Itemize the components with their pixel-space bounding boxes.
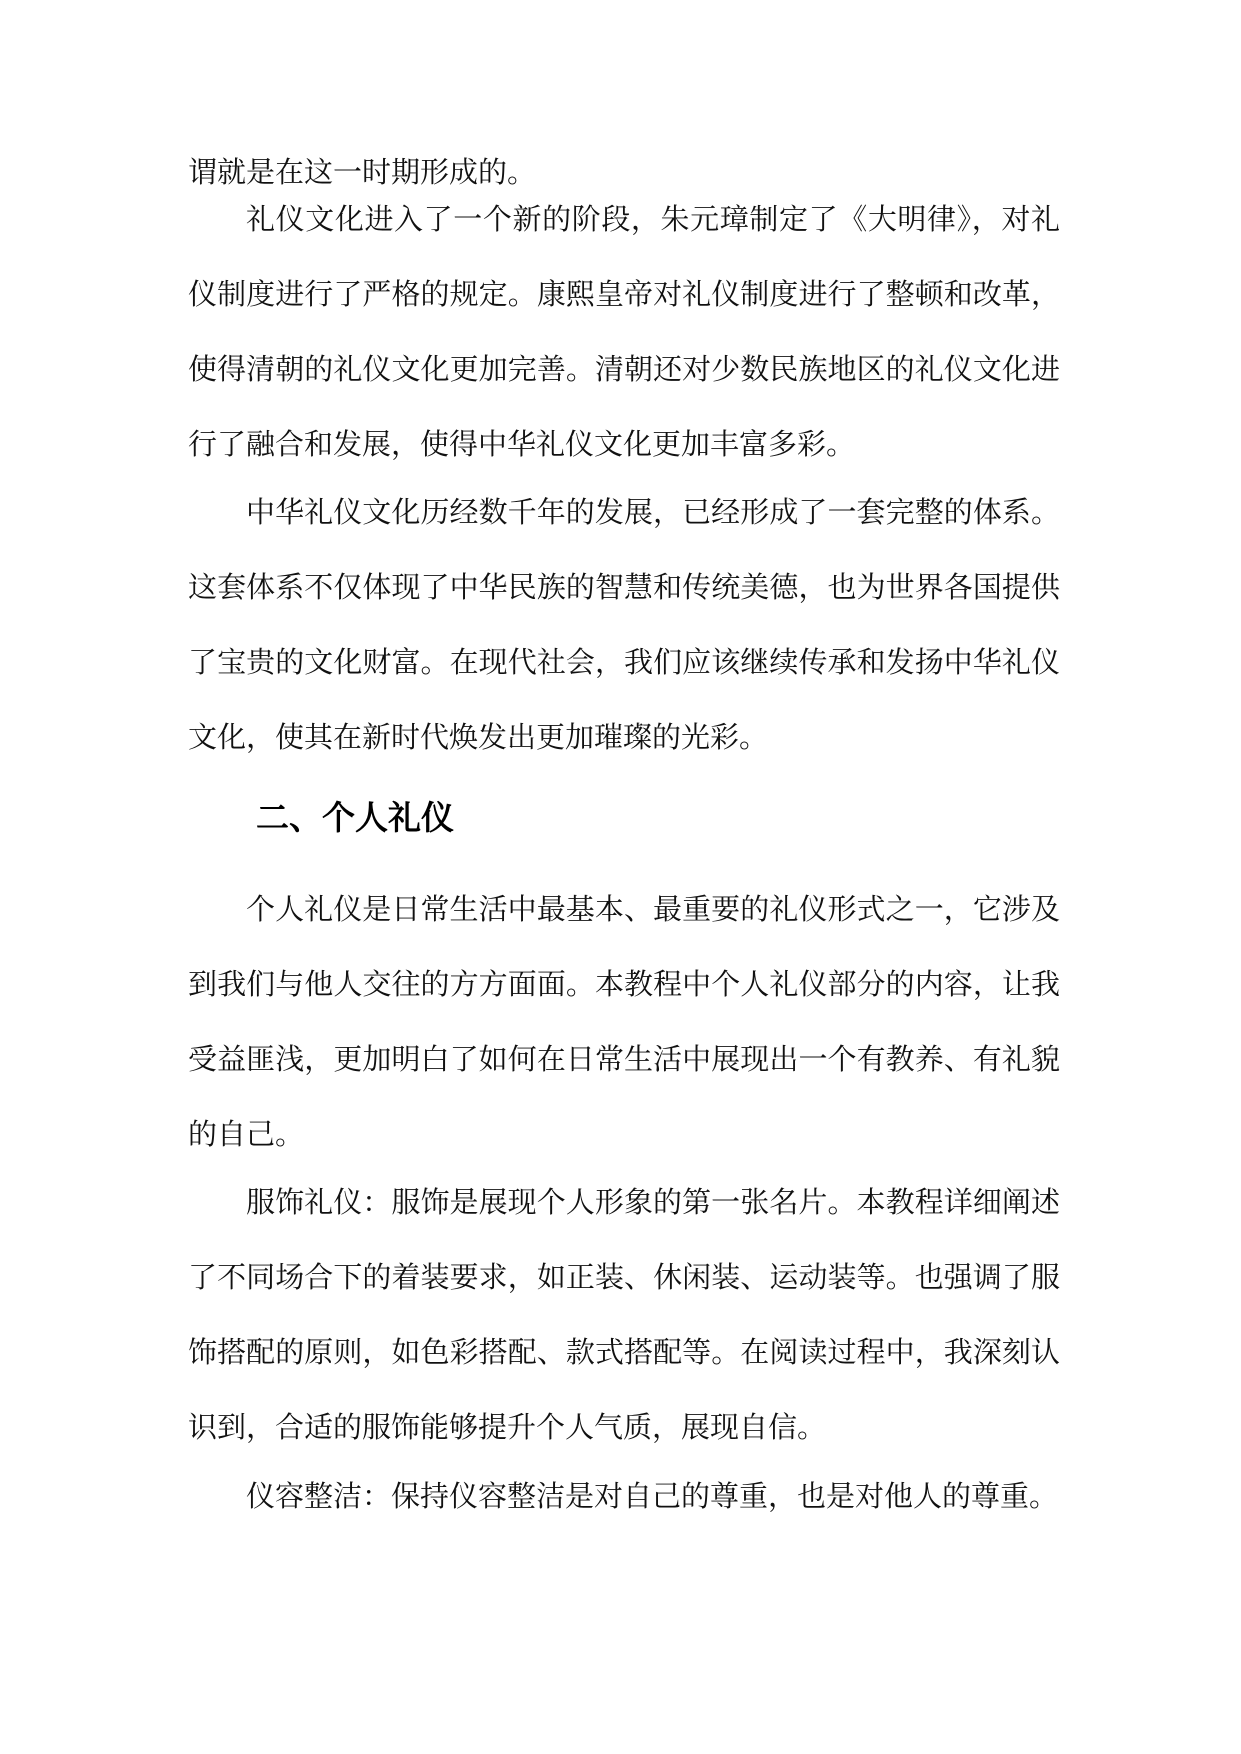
paragraph-dress-etiquette: 服饰礼仪：服饰是展现个人形象的第一张名片。本教程详细阐述了不同场合下的着装要求，如正装、休闲装、运动装等。也强调了服饰搭配的原则，如色彩搭配、款式搭配等。在阅读过程中，我深刻认识到，合适的服饰能够提升个人气质，展现自信。	[188, 1185, 1060, 1444]
paragraph-etiquette-system: 中华礼仪文化历经数千年的发展，已经形成了一套完整的体系。这套体系不仅体现了中华民族的智慧和传统美德，也为世界各国提供了宝贵的文化财富。在现代社会，我们应该继续传承和发扬中华礼仪文化，使其在新时代焕发出更加璀璨的光彩。	[188, 495, 1060, 754]
paragraph-ming-qing-etiquette: 礼仪文化进入了一个新的阶段，朱元璋制定了《大明律》，对礼仪制度进行了严格的规定。康熙皇帝对礼仪制度进行了整顿和改革，使得清朝的礼仪文化更加完善。清朝还对少数民族地区的礼仪文化进行了融合和发展，使得中华礼仪文化更加丰富多彩。	[188, 202, 1060, 461]
paragraph-personal-etiquette-intro: 个人礼仪是日常生活中最基本、最重要的礼仪形式之一，它涉及到我们与他人交往的方方面面。本教程中个人礼仪部分的内容，让我受益匪浅，更加明白了如何在日常生活中展现出一个有教养、有礼貌的自己。	[188, 892, 1060, 1151]
paragraph-continuation: 谓就是在这一时期形成的。	[188, 155, 537, 189]
paragraph-grooming: 仪容整洁：保持仪容整洁是对自己的尊重，也是对他人的尊重。	[246, 1479, 1059, 1513]
section-heading-personal-etiquette: 二、个人礼仪	[256, 798, 454, 837]
